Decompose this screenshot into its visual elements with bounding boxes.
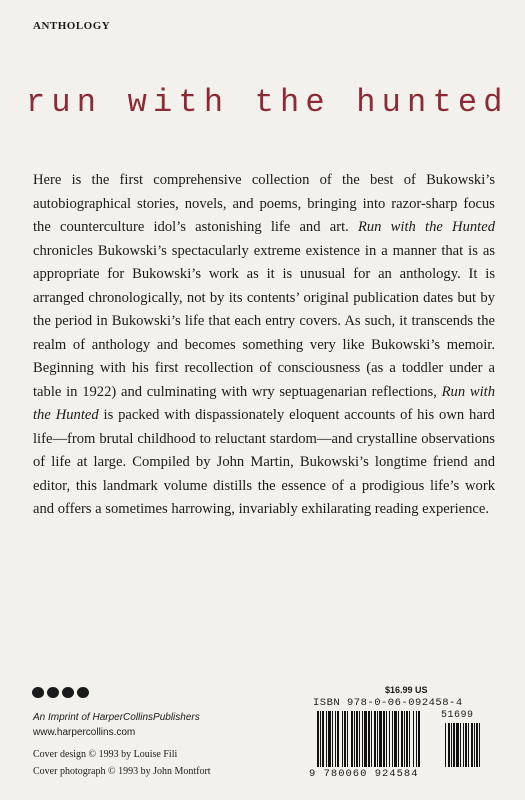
category-label: ANTHOLOGY bbox=[33, 20, 111, 32]
blurb-title-ref-2: Run with the Hunted bbox=[33, 383, 495, 423]
ecco-logo-glyph bbox=[62, 687, 74, 698]
cover-photo-credit: Cover photograph © 1993 by John Montfort bbox=[33, 766, 211, 777]
description-blurb bbox=[33, 169, 495, 522]
cover-design-credit: Cover design © 1993 by Louise Fili bbox=[33, 749, 178, 760]
ecco-logo bbox=[32, 687, 89, 698]
barcode-block bbox=[305, 683, 495, 783]
ecco-logo-glyph bbox=[77, 687, 89, 698]
book-title: run with the hunted bbox=[26, 84, 509, 121]
blurb-title-ref-1: Run with the Hunted bbox=[357, 219, 495, 235]
ecco-logo-glyph bbox=[32, 687, 44, 698]
ean-number: 9 780060 924584 bbox=[309, 768, 419, 780]
publisher-url: www.harpercollins.com bbox=[33, 727, 136, 738]
imprint-line bbox=[33, 711, 200, 725]
blurb-text-2: chronicles Bukowski’s spectacularly extreme existence in a manner that is as appropriate for Bukowski’s work as it is unusual for an anthology. It is arranged chronologically, not by its contents’ original publication dates but by the period in Bukowski’s life that each entry covers. As such, it transcends the realm of anthology and becomes something very like Bukowski’s memoir. Beginning with his first recollection of consciousness (as a toddler under a table in 1922) and culminating with wry septuagenarian reflections, bbox=[33, 242, 495, 400]
ecco-logo-glyph bbox=[47, 687, 59, 698]
imprint-suffix: Publishers bbox=[153, 712, 200, 723]
addon-code: 51699 bbox=[441, 710, 474, 721]
isbn-label: ISBN 978-0-06-092458-4 bbox=[313, 697, 463, 709]
price-label: $16.99 US bbox=[385, 685, 428, 695]
blurb-text-3: is packed with dispassionately eloquent accounts of his own hard life—from brutal childhood to reluctant stardom—and crystalline observations of life at large. Compiled by John Martin, Bukowski’s longtime friend and editor, this landmark volume distills the essence of a prodigious life’s work and offers a sometimes harrowing, invariably exhilarating reading experience. bbox=[33, 407, 495, 517]
imprint-prefix: An Imprint of HarperCollins bbox=[33, 712, 154, 723]
blurb-text-1: Here is the first comprehensive collection of the best of Bukowski’s autobiographical stories, novels, and poems, bringing into razor-sharp focus the counterculture idol’s astonishing life and art. bbox=[33, 172, 495, 235]
